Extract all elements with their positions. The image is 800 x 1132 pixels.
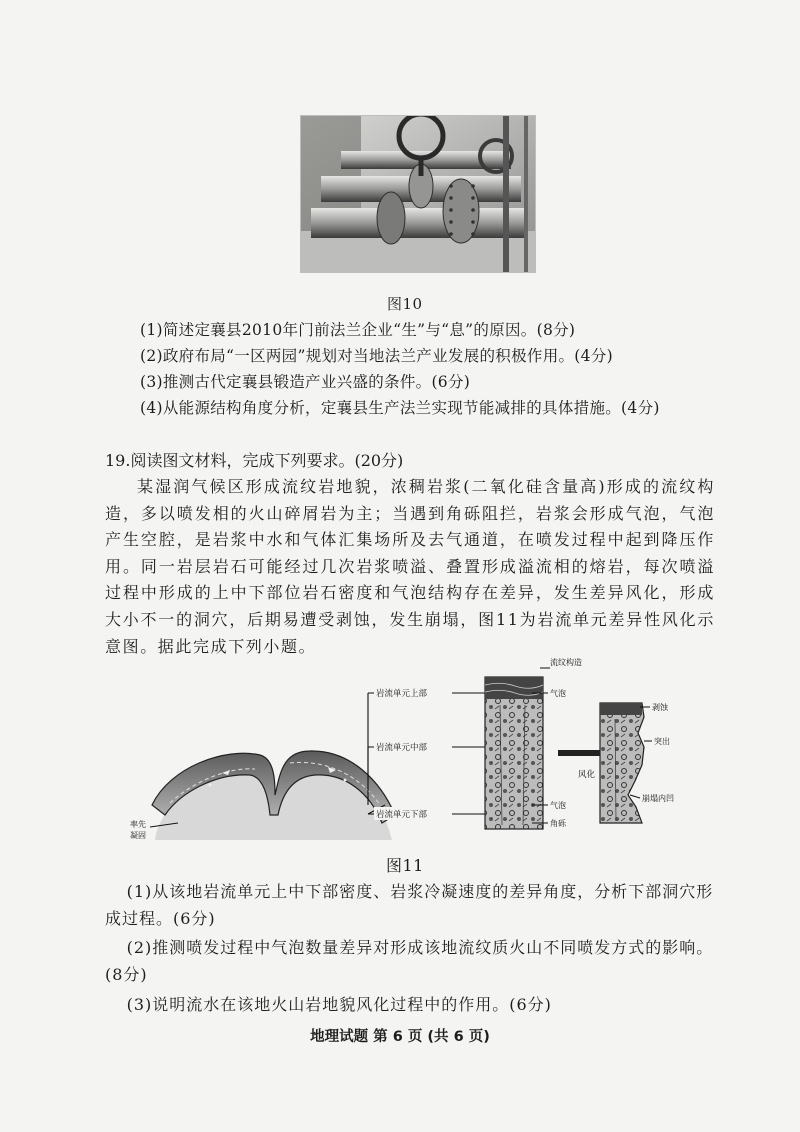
q19-subquestion-3: (3)说明流水在该地火山岩地貌风化过程中的作用。(6分) bbox=[126, 995, 552, 1014]
q18-subquestion-1: (1)简述定襄县2010年门前法兰企业“生”与“息”的原因。(8分) bbox=[140, 321, 576, 339]
rock-column-after bbox=[600, 703, 644, 823]
q19-material-paragraph: 某湿润气候区形成流纹岩地貌，浓稠岩浆(二氧化硅含量高)形成的流纹构造，多以喷发相的火山碎屑岩为主；当遇到角砾阻拦，岩浆会形成气泡，气泡产生空腔，是岩浆中水和气体汇集场所及去气通道，在喷发过程中起到降压作用。同一岩层岩石可能经过几次岩浆喷溢、叠置形成溢流相的熔岩，每次喷溢过程中形成的上中下部位岩石密度和气泡结构存在差异，发生差异风化，形成大小不一的洞穴，后期易遭受剥蚀，发生崩塌，图11为岩流单元差异性风化示意图。据此完成下列小题。 bbox=[105, 477, 715, 656]
label-lower: 岩流单元下部 bbox=[376, 810, 428, 820]
label-flow-structure: 流纹构造 bbox=[550, 658, 582, 667]
q19-title: 19.阅读图文材料，完成下列要求。(20分) bbox=[105, 451, 404, 470]
label-middle: 岩流单元中部 bbox=[376, 743, 428, 753]
q19-subquestion-1: (1)从该地岩流单元上中下部密度、岩浆冷凝速度的差异角度，分析下部洞穴形成过程。(6分) bbox=[105, 882, 714, 928]
label-denudation: 剥蚀 bbox=[652, 703, 668, 712]
leader-collapse bbox=[630, 795, 640, 798]
figure10-photo bbox=[300, 115, 536, 273]
lava-dome bbox=[152, 751, 395, 840]
q19-subquestion-2: (2)推测喷发过程中气泡数量差异对形成该地流纹质火山不同喷发方式的影响。(8分) bbox=[105, 938, 714, 984]
label-bubble-top: 气泡 bbox=[550, 689, 566, 698]
q18-subquestion-2: (2)政府布局“一区两园”规划对当地法兰产业发展的积极作用。(4分) bbox=[140, 347, 613, 365]
label-collapse: 崩塌内凹 bbox=[642, 794, 674, 803]
label-upper: 岩流单元上部 bbox=[376, 689, 428, 699]
rock-column-before bbox=[485, 677, 543, 829]
label-breccia: 角砾 bbox=[550, 819, 566, 828]
label-chilled-2: 凝固 bbox=[130, 831, 146, 840]
figure10-caption: 图10 bbox=[387, 295, 423, 313]
q18-subquestion-4: (4)从能源结构角度分析，定襄县生产法兰实现节能减排的具体措施。(4分) bbox=[140, 399, 660, 417]
label-chilled-1: 率先 bbox=[130, 820, 146, 829]
q18-subquestion-3: (3)推测古代定襄县锻造产业兴盛的条件。(6分) bbox=[140, 373, 471, 391]
label-bubble-bottom: 气泡 bbox=[550, 801, 566, 810]
page-footer: 地理试题 第 6 页 (共 6 页) bbox=[310, 1029, 490, 1045]
figure11-caption: 图11 bbox=[386, 856, 424, 875]
label-protrusion: 突出 bbox=[654, 737, 670, 746]
figure11-diagram bbox=[130, 655, 730, 850]
flange-pipes-image bbox=[301, 116, 535, 272]
label-weathering: 风化 bbox=[578, 770, 596, 780]
